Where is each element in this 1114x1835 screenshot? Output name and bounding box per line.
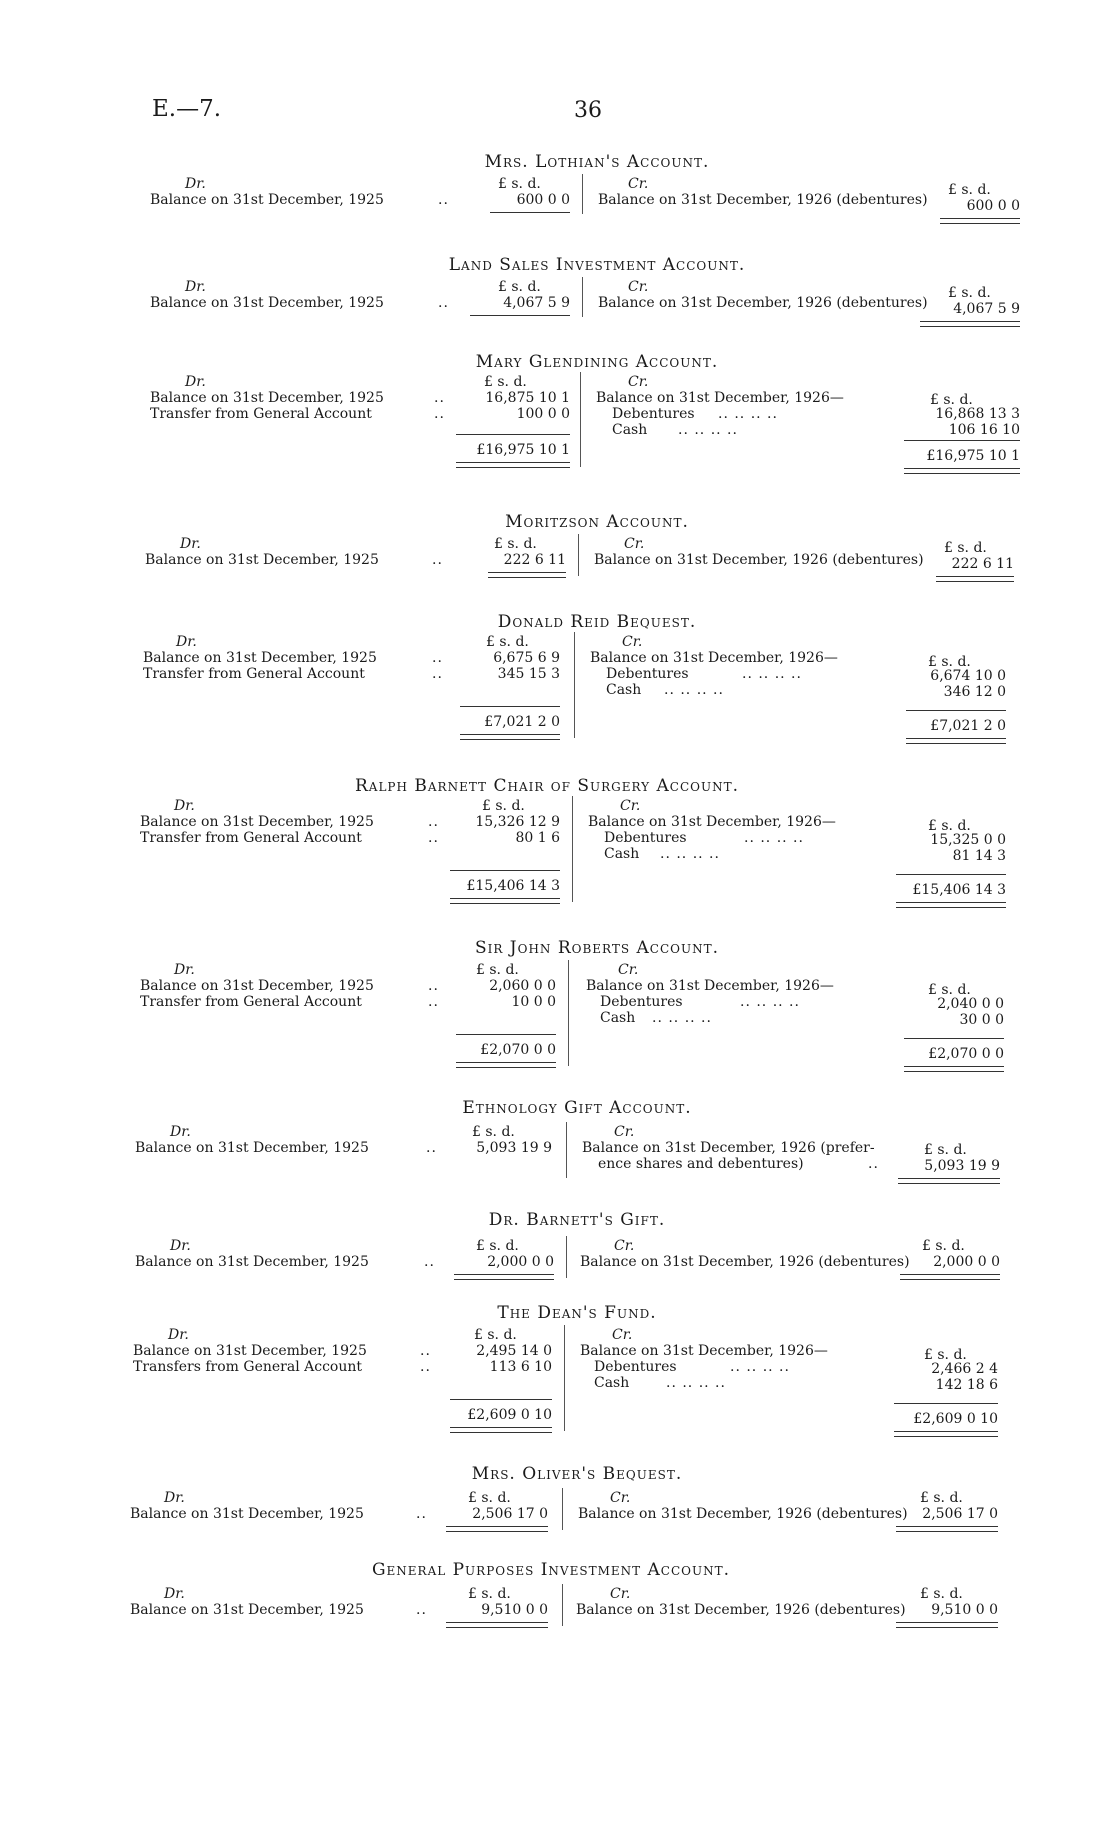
account-landsales [0,255,1114,317]
account-title: Mrs. Oliver's Bequest. [471,1464,683,1484]
account-title: The Dean's Fund. [497,1303,657,1323]
dots: .. [434,406,445,422]
cr-total: £7,021 2 0 [930,718,1006,734]
account-title: Land Sales Investment Account. [448,255,746,275]
cr-cash-amount: 106 16 10 [948,422,1020,438]
dots: .. [432,552,443,568]
dr-amount-1: 16,875 10 1 [485,390,570,406]
dr-line-2: Transfer from General Account [143,666,365,682]
account-title: Mrs. Lothian's Account. [484,152,710,172]
dr-amount-1: 15,326 12 9 [475,814,560,830]
dots: .. .. .. .. [730,1359,790,1375]
dots: .. [416,1506,427,1522]
lsd-header: £ s. d. [482,798,525,814]
dr-line: Balance on 31st December, 1925 [145,552,379,568]
dots: .. [428,978,439,994]
lsd-header: £ s. d. [498,176,541,192]
dr-line: Balance on 31st December, 1925 [130,1506,364,1522]
dr-amount-1: 6,675 6 9 [493,650,560,666]
cr-label: Cr. [628,374,649,390]
cr-cash-amount: 142 18 6 [935,1377,998,1393]
account-title: Ralph Barnett Chair of Surgery Account. [355,776,739,796]
dr-amount-2: 80 1 6 [515,830,560,846]
dots: .. [432,666,443,682]
dots: .. [428,830,439,846]
lsd-header: £ s. d. [922,1238,965,1254]
account-title: Moritzson Account. [505,512,689,532]
cr-amount: 600 0 0 [966,198,1020,214]
cr-amount: 2,506 17 0 [922,1506,998,1522]
dr-total: £2,609 0 10 [467,1407,552,1423]
lsd-header: £ s. d. [486,634,529,650]
cr-debentures: Debentures [594,1359,677,1375]
account-roberts [0,938,1114,1062]
cr-line: Balance on 31st December, 1926— [586,978,834,994]
cr-debentures: Debentures [604,830,687,846]
lsd-header: £ s. d. [476,962,519,978]
cr-amount: 9,510 0 0 [931,1602,998,1618]
dots: .. [420,1343,431,1359]
dots: .. [434,390,445,406]
lsd-header: £ s. d. [468,1586,511,1602]
cr-total: £2,070 0 0 [928,1046,1004,1062]
dr-amount: 600 0 0 [516,192,570,208]
cr-label: Cr. [620,798,641,814]
cr-line-1: Balance on 31st December, 1926 (prefer- [582,1140,875,1156]
dr-amount-2: 113 6 10 [489,1359,552,1375]
cr-debentures-amount: 15,325 0 0 [930,832,1006,848]
cr-amount: 4,067 5 9 [953,301,1020,317]
cr-debentures: Debentures [600,994,683,1010]
dr-label: Dr. [185,374,206,390]
account-glendining [0,352,1114,464]
cr-cash-amount: 81 14 3 [952,848,1006,864]
cr-debentures-amount: 6,674 10 0 [930,668,1006,684]
cr-label: Cr. [612,1327,633,1343]
lsd-header: £ s. d. [494,536,537,552]
dr-amount: 2,000 0 0 [487,1254,554,1270]
dr-amount-2: 345 15 3 [497,666,560,682]
dr-label: Dr. [185,176,206,192]
dots: .. .. .. .. [740,994,800,1010]
dots: .. [428,814,439,830]
dr-line-2: Transfers from General Account [133,1359,363,1375]
cr-line: Balance on 31st December, 1926 (debentures) [598,192,928,208]
lsd-header: £ s. d. [928,818,971,834]
document-reference: E.—7. [152,96,222,122]
dots: .. [424,1254,435,1270]
account-barnett-gift [0,1210,1114,1270]
cr-cash: Cash [594,1375,630,1391]
dr-line-2: Transfer from General Account [150,406,372,422]
cr-debentures: Debentures [606,666,689,682]
dots: .. .. .. .. [666,1375,726,1391]
dots: .. .. .. .. [718,406,778,422]
dots: .. [438,295,449,311]
dr-line-1: Balance on 31st December, 1925 [140,978,374,994]
dr-line-2: Transfer from General Account [140,830,362,846]
dots: .. [868,1156,879,1172]
dr-line-1: Balance on 31st December, 1925 [140,814,374,830]
cr-cash-amount: 30 0 0 [959,1012,1004,1028]
cr-total: £16,975 10 1 [926,448,1020,464]
dr-line-1: Balance on 31st December, 1925 [133,1343,367,1359]
cr-debentures: Debentures [612,406,695,422]
dr-line: Balance on 31st December, 1925 [150,192,384,208]
dr-label: Dr. [168,1327,189,1343]
lsd-header: £ s. d. [930,392,973,408]
dr-label: Dr. [180,536,201,552]
dr-line-1: Balance on 31st December, 1925 [143,650,377,666]
account-moritzson [0,512,1114,572]
cr-cash: Cash [600,1010,636,1026]
dr-amount-2: 10 0 0 [511,994,556,1010]
account-ethnology [0,1098,1114,1174]
account-lothian [0,152,1114,214]
dr-total: £2,070 0 0 [480,1042,556,1058]
dots: .. [420,1359,431,1375]
dr-line: Balance on 31st December, 1925 [150,295,384,311]
lsd-header: £ s. d. [924,1347,967,1363]
cr-debentures-amount: 2,466 2 4 [931,1361,998,1377]
dr-line-2: Transfer from General Account [140,994,362,1010]
cr-label: Cr. [610,1586,631,1602]
cr-label: Cr. [614,1124,635,1140]
account-barnett-chair [0,776,1114,898]
cr-total: £15,406 14 3 [912,882,1006,898]
lsd-header: £ s. d. [472,1124,515,1140]
dr-total: £16,975 10 1 [476,442,570,458]
account-general [0,1560,1114,1618]
lsd-header: £ s. d. [920,1490,963,1506]
cr-cash-amount: 346 12 0 [943,684,1006,700]
cr-label: Cr. [628,176,649,192]
dr-label: Dr. [164,1586,185,1602]
cr-line: Balance on 31st December, 1926 (debentures) [576,1602,906,1618]
lsd-header: £ s. d. [468,1490,511,1506]
cr-label: Cr. [618,962,639,978]
cr-amount: 222 6 11 [951,556,1014,572]
cr-label: Cr. [614,1238,635,1254]
dots: .. .. .. .. [652,1010,712,1026]
dr-amount: 2,506 17 0 [472,1506,548,1522]
lsd-header: £ s. d. [928,654,971,670]
dr-amount-2: 100 0 0 [516,406,570,422]
dr-amount: 5,093 19 9 [476,1140,552,1156]
cr-line: Balance on 31st December, 1926 (debentures) [594,552,924,568]
dots: .. [432,650,443,666]
cr-line: Balance on 31st December, 1926— [588,814,836,830]
cr-label: Cr. [610,1490,631,1506]
dots: .. [416,1602,427,1618]
lsd-header: £ s. d. [498,279,541,295]
account-title: Mary Glendining Account. [475,352,719,372]
page-number: 36 [574,98,602,123]
lsd-header: £ s. d. [948,285,991,301]
dr-line: Balance on 31st December, 1925 [135,1254,369,1270]
dots: .. .. .. .. [742,666,802,682]
cr-cash: Cash [604,846,640,862]
dr-total: £15,406 14 3 [466,878,560,894]
dr-amount: 222 6 11 [503,552,566,568]
cr-line: Balance on 31st December, 1926 (debentures) [598,295,928,311]
lsd-header: £ s. d. [920,1586,963,1602]
cr-amount: 2,000 0 0 [933,1254,1000,1270]
dots: .. .. .. .. [744,830,804,846]
dr-label: Dr. [170,1124,191,1140]
cr-label: Cr. [624,536,645,552]
account-title: General Purposes Investment Account. [371,1560,731,1580]
dr-line: Balance on 31st December, 1925 [130,1602,364,1618]
dots: .. [428,994,439,1010]
dr-label: Dr. [174,798,195,814]
cr-cash: Cash [612,422,648,438]
dr-label: Dr. [164,1490,185,1506]
cr-label: Cr. [622,634,643,650]
cr-line: Balance on 31st December, 1926 (debentures) [578,1506,908,1522]
account-title: Sir John Roberts Account. [474,938,719,958]
account-oliver [0,1464,1114,1522]
cr-line-2: ence shares and debentures) [598,1156,804,1172]
lsd-header: £ s. d. [924,1142,967,1158]
lsd-header: £ s. d. [948,182,991,198]
dr-label: Dr. [185,279,206,295]
account-title: Dr. Barnett's Gift. [488,1210,666,1230]
dr-amount-1: 2,495 14 0 [476,1343,552,1359]
dr-amount-1: 2,060 0 0 [489,978,556,994]
dr-label: Dr. [176,634,197,650]
cr-label: Cr. [628,279,649,295]
cr-line: Balance on 31st December, 1926— [580,1343,828,1359]
cr-line: Balance on 31st December, 1926— [596,390,844,406]
dr-line-1: Balance on 31st December, 1925 [150,390,384,406]
cr-debentures-amount: 2,040 0 0 [937,996,1004,1012]
account-title: Ethnology Gift Account. [462,1098,692,1118]
dots: .. [426,1140,437,1156]
lsd-header: £ s. d. [944,540,987,556]
cr-total: £2,609 0 10 [913,1411,998,1427]
dots: .. [438,192,449,208]
cr-amount: 5,093 19 9 [924,1158,1000,1174]
cr-cash: Cash [606,682,642,698]
dr-line: Balance on 31st December, 1925 [135,1140,369,1156]
dr-total: £7,021 2 0 [484,714,560,730]
lsd-header: £ s. d. [484,374,527,390]
account-title: Donald Reid Bequest. [497,612,697,632]
lsd-header: £ s. d. [928,982,971,998]
dr-label: Dr. [174,962,195,978]
dr-amount: 4,067 5 9 [503,295,570,311]
cr-debentures-amount: 16,868 13 3 [935,406,1020,422]
account-reid [0,612,1114,734]
dr-amount: 9,510 0 0 [481,1602,548,1618]
account-dean [0,1303,1114,1427]
dots: .. .. .. .. [678,422,738,438]
dots: .. .. .. .. [660,846,720,862]
lsd-header: £ s. d. [476,1238,519,1254]
dr-label: Dr. [170,1238,191,1254]
dots: .. .. .. .. [664,682,724,698]
cr-line: Balance on 31st December, 1926— [590,650,838,666]
cr-line: Balance on 31st December, 1926 (debentures) [580,1254,910,1270]
lsd-header: £ s. d. [474,1327,517,1343]
